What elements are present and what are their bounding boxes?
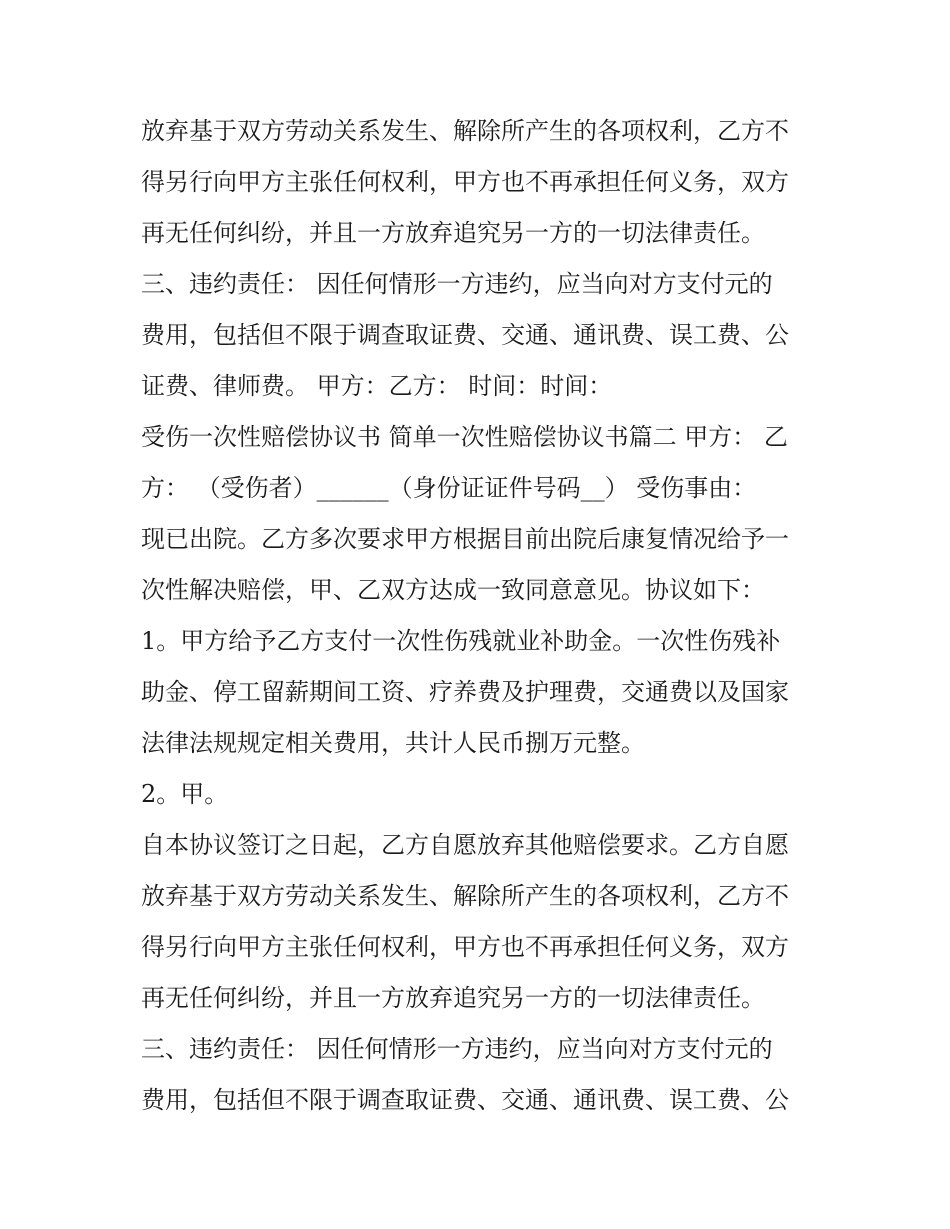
text-line: 1。甲方给予乙方支付一次性伤残就业补助金。一次性伤残补	[141, 627, 781, 655]
text-line: 次性解决赔偿，甲、乙双方达成一致同意意见。协议如下：	[141, 576, 765, 604]
text-line: 放弃基于双方劳动关系发生、解除所产生的各项权利，乙方不	[141, 117, 789, 145]
text-line: 方： （受伤者）______（身份证证件号码__） 受伤事由：	[141, 474, 757, 502]
text-line: 助金、停工留薪期间工资、疗养费及护理费，交通费以及国家	[141, 678, 789, 706]
document-body	[141, 106, 821, 1126]
text-line: 2。甲。	[141, 780, 229, 808]
text-line: 放弃基于双方劳动关系发生、解除所产生的各项权利，乙方不	[141, 882, 789, 910]
text-line: 受伤一次性赔偿协议书 简单一次性赔偿协议书篇二 甲方： 乙	[141, 423, 788, 451]
text-line: 法律法规规定相关费用，共计人民币捌万元整。	[141, 729, 645, 757]
text-line: 再无任何纠纷，并且一方放弃追究另一方的一切法律责任。	[141, 984, 765, 1012]
text-line: 得另行向甲方主张任何权利，甲方也不再承担任何义务，双方	[141, 168, 789, 196]
text-line: 三、违约责任： 因任何情形一方违约，应当向对方支付元的	[141, 270, 773, 298]
text-line: 费用，包括但不限于调查取证费、交通、通讯费、误工费、公	[141, 1086, 789, 1114]
text-line: 现已出院。乙方多次要求甲方根据目前出院后康复情况给予一	[141, 525, 789, 553]
text-line: 证费、律师费。 甲方：乙方： 时间：时间：	[141, 372, 613, 400]
text-line: 费用，包括但不限于调查取证费、交通、通讯费、误工费、公	[141, 321, 789, 349]
text-line: 自本协议签订之日起，乙方自愿放弃其他赔偿要求。乙方自愿	[141, 831, 789, 859]
text-line: 三、违约责任： 因任何情形一方违约，应当向对方支付元的	[141, 1035, 773, 1063]
text-line: 再无任何纠纷，并且一方放弃追究另一方的一切法律责任。	[141, 219, 765, 247]
text-line: 得另行向甲方主张任何权利，甲方也不再承担任何义务，双方	[141, 933, 789, 961]
